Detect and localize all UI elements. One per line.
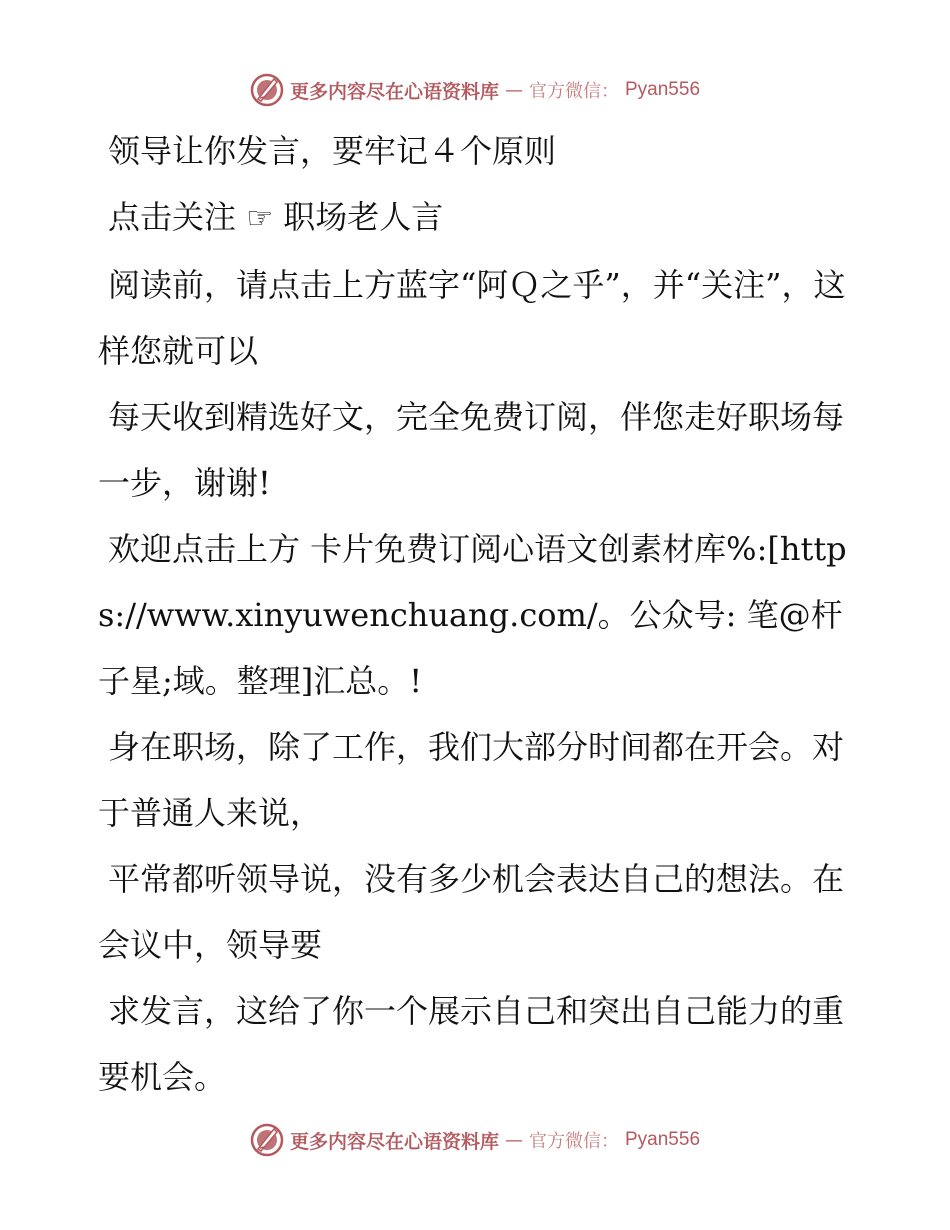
paragraph bbox=[98, 384, 858, 516]
paragraph bbox=[98, 516, 858, 714]
footer-banner-label: 官方微信： bbox=[529, 1131, 619, 1152]
document-title-text: 领导让你发言，要牢记４个原则 bbox=[108, 132, 557, 170]
header-banner bbox=[0, 70, 950, 110]
paragraph bbox=[98, 252, 858, 384]
footer-banner-wechat-id: Pyan556 bbox=[625, 1129, 701, 1150]
paragraph bbox=[98, 978, 858, 1110]
paragraph-text: 阅读前，请点击上方蓝字“阿Ｑ之乎”，并“关注”，这样您就可以 bbox=[98, 266, 846, 370]
header-banner-dash: — bbox=[505, 79, 523, 101]
header-banner-main: 更多内容尽在心语资料库 bbox=[289, 80, 499, 103]
follow-line bbox=[98, 184, 858, 252]
paragraph-text: 欢迎点击上方 卡片免费订阅心语文创素材库%:[https://www.xinyuwenchuang.com/。公众号: 笔@杆子星;域。整理]汇总。! bbox=[98, 530, 847, 700]
paragraph bbox=[98, 846, 858, 978]
paragraph bbox=[98, 714, 858, 846]
follow-suffix: 职场老人言 bbox=[273, 198, 444, 236]
document-title bbox=[98, 118, 858, 184]
paragraph-text: 每天收到精选好文，完全免费订阅，伴您走好职场每一步，谢谢! bbox=[98, 398, 845, 502]
footer-banner bbox=[0, 1120, 950, 1160]
paragraph-text: 求发言，这给了你一个展示自己和突出自己能力的重要机会。 bbox=[98, 992, 845, 1096]
footer-banner-inner bbox=[250, 1123, 700, 1157]
paragraph-text: 身在职场，除了工作，我们大部分时间都在开会。对于普通人来说， bbox=[98, 728, 845, 832]
follow-prefix: 点击关注 bbox=[108, 198, 247, 236]
quill-logo-icon bbox=[250, 1123, 284, 1157]
footer-banner-dash: — bbox=[505, 1129, 523, 1151]
header-banner-label: 官方微信： bbox=[529, 81, 619, 102]
header-banner-inner bbox=[250, 73, 700, 107]
header-banner-wechat-id: Pyan556 bbox=[625, 79, 701, 100]
pointing-hand-icon: ☞ bbox=[246, 201, 274, 236]
document-body bbox=[98, 118, 858, 1110]
paragraph-text: 平常都听领导说，没有多少机会表达自己的想法。在会议中，领导要 bbox=[98, 860, 845, 964]
quill-logo-icon bbox=[250, 73, 284, 107]
footer-banner-main: 更多内容尽在心语资料库 bbox=[289, 1130, 499, 1153]
